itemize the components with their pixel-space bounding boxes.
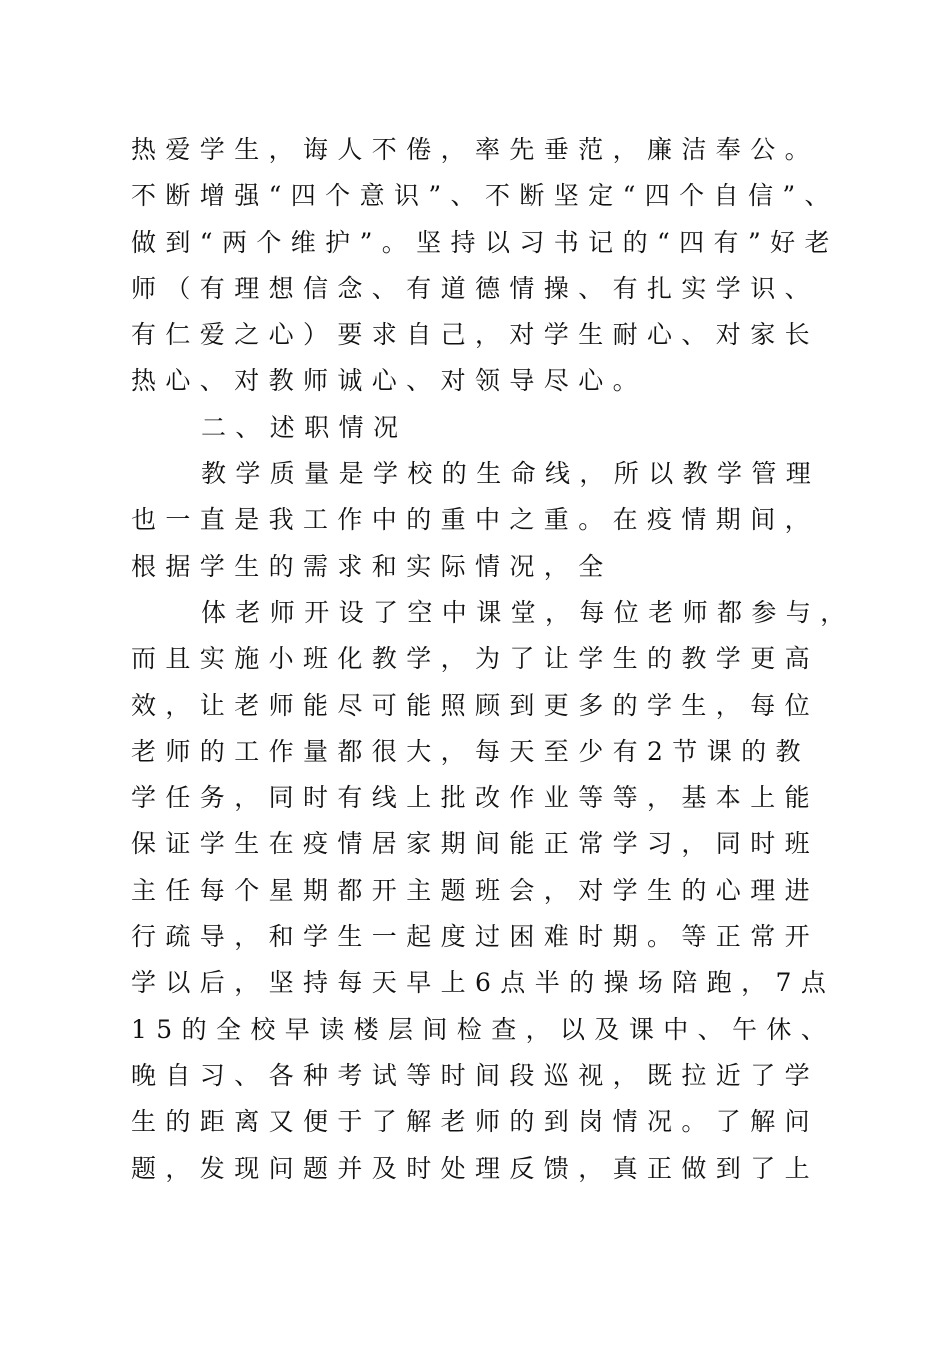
text-line-12: 而且实施小班化教学，为了让学生的教学更高 xyxy=(131,644,820,674)
text-line-3: 做到“两个维护”。坚持以习书记的“四有”好老 xyxy=(131,227,839,257)
text-line-23: 题，发现问题并及时处理反馈，真正做到了上 xyxy=(131,1153,820,1183)
text-line-2: 不断增强“四个意识”、不断坚定“四个自信”、 xyxy=(131,181,839,211)
text-line-15: 学任务，同时有线上批改作业等等，基本上能 xyxy=(131,783,820,813)
text-line-21: 晚自习、各种考试等时间段巡视，既拉近了学 xyxy=(131,1060,820,1090)
text-line-10: 根据学生的需求和实际情况，全 xyxy=(131,551,613,581)
text-line-19: 学以后，坚持每天早上6点半的操场陪跑，7点 xyxy=(131,968,836,998)
text-line-16: 保证学生在疫情居家期间能正常学习，同时班 xyxy=(131,829,820,859)
text-line-4: 师（有理想信念、有道德情操、有扎实学识、 xyxy=(131,273,820,303)
text-line-17: 主任每个星期都开主题班会，对学生的心理进 xyxy=(131,875,820,905)
text-line-14: 老师的工作量都很大，每天至少有2节课的教 xyxy=(131,736,810,766)
text-line-22: 生的距离又便于了解老师的到岗情况。了解问 xyxy=(131,1107,820,1137)
section-heading: 二、述职情况 xyxy=(201,412,408,442)
text-line-9: 也一直是我工作中的重中之重。在疫情期间， xyxy=(131,505,820,535)
body-text xyxy=(131,127,855,1192)
text-line-18: 行疏导，和学生一起度过困难时期。等正常开 xyxy=(131,922,820,952)
text-line-20: 15的全校早读楼层间检查，以及课中、午休、 xyxy=(131,1014,836,1044)
text-line-8: 教学质量是学校的生命线，所以教学管理 xyxy=(201,459,821,489)
text-line-1: 热爱学生，诲人不倦，率先垂范，廉洁奉公。 xyxy=(131,135,820,164)
text-line-11: 体老师开设了空中课堂，每位老师都参与， xyxy=(201,597,855,627)
text-line-13: 效，让老师能尽可能照顾到更多的学生，每位 xyxy=(131,690,820,720)
text-line-5: 有仁爱之心）要求自己，对学生耐心、对家长 xyxy=(131,320,820,350)
text-line-6: 热心、对教师诚心、对领导尽心。 xyxy=(131,366,648,396)
